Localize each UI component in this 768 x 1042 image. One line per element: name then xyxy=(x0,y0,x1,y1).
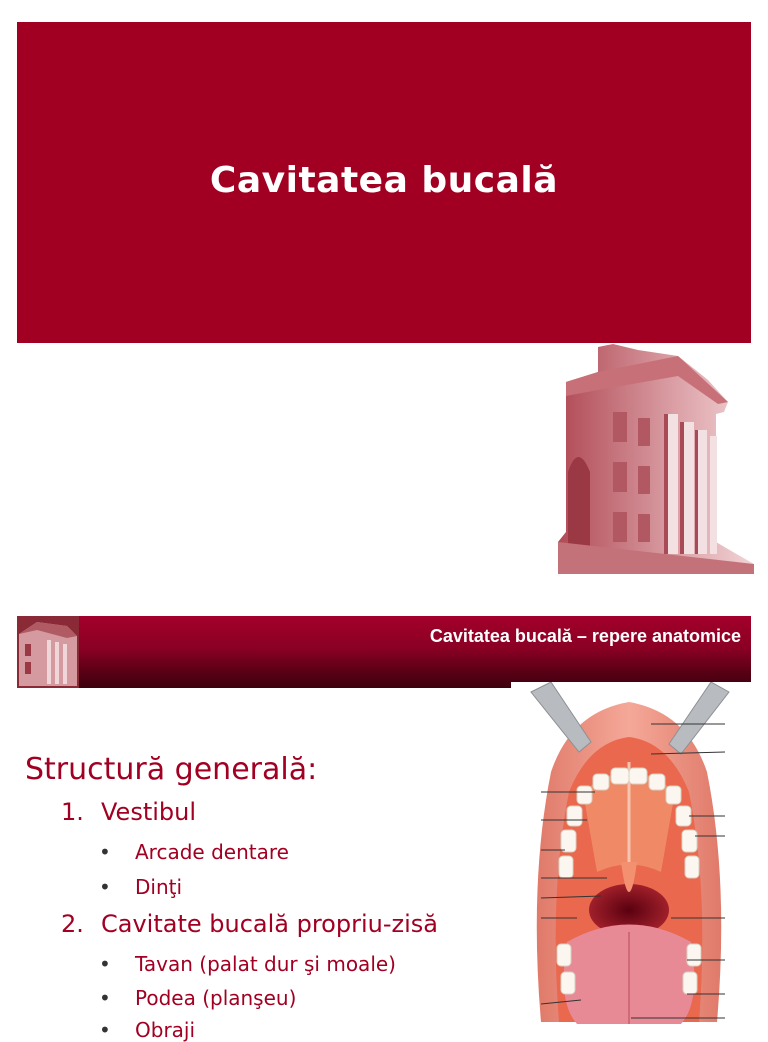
section-heading: Structură generală: xyxy=(25,752,318,787)
bullet-item: • Obraji xyxy=(99,1018,196,1042)
list-item-label: Vestibul xyxy=(101,798,197,826)
slide-title: Cavitatea bucală xyxy=(209,159,559,201)
bullet-item: • Tavan (palat dur şi moale) xyxy=(99,952,396,976)
slide-header xyxy=(17,616,751,688)
oral-cavity-illustration xyxy=(511,682,751,1024)
building-facade-icon xyxy=(558,342,754,574)
title-banner xyxy=(17,22,751,343)
list-item: 2. Cavitate bucală propriu-zisă xyxy=(61,910,438,938)
bullet-icon: • xyxy=(99,840,111,864)
bullet-item: • Podea (planşeu) xyxy=(99,986,297,1010)
bullet-icon: • xyxy=(99,986,111,1010)
bullet-icon: • xyxy=(99,1018,111,1042)
bullet-icon: • xyxy=(99,952,111,976)
bullet-item: • Dinţi xyxy=(99,875,183,899)
list-item: 1. Vestibul xyxy=(61,798,197,826)
building-facade-icon xyxy=(17,616,79,688)
list-item-label: Cavitate bucală propriu-zisă xyxy=(101,910,438,938)
bullet-icon: • xyxy=(99,875,111,899)
bullet-item: • Arcade dentare xyxy=(99,840,289,864)
header-title: Cavitatea bucală – repere anatomice xyxy=(429,626,741,646)
